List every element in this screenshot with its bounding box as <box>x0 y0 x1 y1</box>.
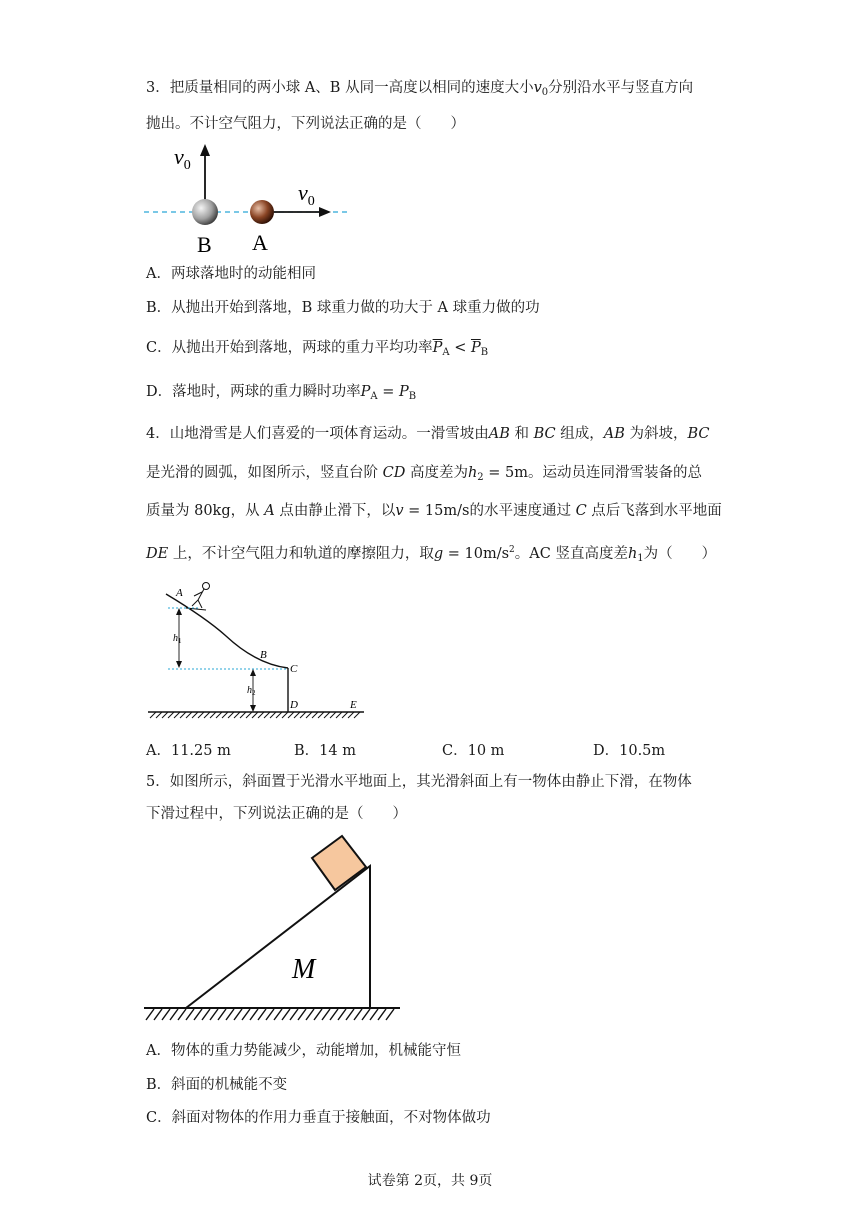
q5-line2: 下滑过程中，下列说法正确的是（ ） <box>146 806 407 822</box>
q5-option-b: B．斜面的机械能不变 <box>146 1077 288 1093</box>
q3-option-a: A．两球落地时的动能相同 <box>146 266 316 282</box>
q3-option-d: D．落地时，两球的重力瞬时功率$P_A = P_B$ <box>146 384 417 402</box>
label-a: A <box>176 587 183 599</box>
q4-option-c: C．10 m <box>442 743 505 759</box>
skier-icon <box>186 583 210 611</box>
q4-figure <box>146 578 370 724</box>
label-m: M <box>292 954 316 985</box>
ground-hatch <box>146 1009 394 1020</box>
h1-arrow-head-top <box>176 608 182 615</box>
q3-option-b: B．从抛出开始到落地，B 球重力做的功大于 A 球重力做的功 <box>146 300 540 316</box>
label-b: B <box>197 232 212 257</box>
label-a: A <box>252 230 268 255</box>
label-c: C <box>290 663 298 675</box>
ski-slope <box>166 594 288 668</box>
q3-figure <box>140 140 360 260</box>
q4-option-b: B．14 m <box>294 743 356 759</box>
label-h1: $h_1$ <box>173 633 182 645</box>
label-d: D <box>290 699 298 711</box>
ball-a <box>250 200 274 224</box>
q4-line4: DE 上，不计空气阻力和轨道的摩擦阻力，取$g = 10m/s^2$。AC 竖直高度差$h_1$为（ ） <box>146 545 717 564</box>
q5-option-c: C．斜面对物体的作用力垂直于接触面，不对物体做功 <box>146 1110 491 1126</box>
incline-wedge <box>186 866 370 1008</box>
q5-figure <box>144 832 404 1026</box>
h1-arrow-head-bottom <box>176 661 182 668</box>
q4-line1: 4．山地滑雪是人们喜爱的一项体育运动。一滑雪坡由AB 和 BC 组成，AB 为斜坡，BC <box>146 426 710 442</box>
q5-option-a: A．物体的重力势能减少，动能增加，机械能守恒 <box>146 1043 461 1059</box>
ball-b <box>192 199 218 225</box>
q3-option-c: C．从抛出开始到落地，两球的重力平均功率$\overline{P}_A < \overline{P}_B$ <box>146 340 489 358</box>
q5-line1: 5．如图所示，斜面置于光滑水平地面上，其光滑斜面上有一物体由静止下滑，在物体 <box>146 774 692 790</box>
v0-label-vertical: $v_0$ <box>174 144 191 173</box>
q4-option-d: D．10.5m <box>593 743 666 759</box>
q3-line2: 抛出。不计空气阻力，下列说法正确的是（ ） <box>146 116 465 132</box>
q4-option-a: A．11.25 m <box>146 743 231 759</box>
vertical-arrow-head <box>200 144 210 156</box>
h2-arrow-head-bottom <box>250 705 256 712</box>
q3-line1: 3．把质量相同的两小球 A、B 从同一高度以相同的速度大小$v_0$分别沿水平与竖直方向 <box>146 80 694 98</box>
label-h2: $h_2$ <box>247 685 256 697</box>
ground-hatch <box>150 712 360 718</box>
label-b: B <box>260 649 267 661</box>
q4-line2: 是光滑的圆弧，如图所示，竖直台阶 CD 高度差为$h_2 = 5m$。运动员连同滑雪装备的总 <box>146 465 703 483</box>
page-footer: 试卷第 2页，共 9页 <box>367 1173 493 1189</box>
v0-label-horizontal: $v_0$ <box>298 180 315 209</box>
horizontal-arrow-head <box>319 207 331 217</box>
h2-arrow-head-top <box>250 669 256 676</box>
q4-line3: 质量为 80kg，从 A 点由静止滑下，以v = 15m/s的水平速度通过 C 点后飞落到水平地面 <box>146 503 722 519</box>
label-e: E <box>350 699 357 711</box>
